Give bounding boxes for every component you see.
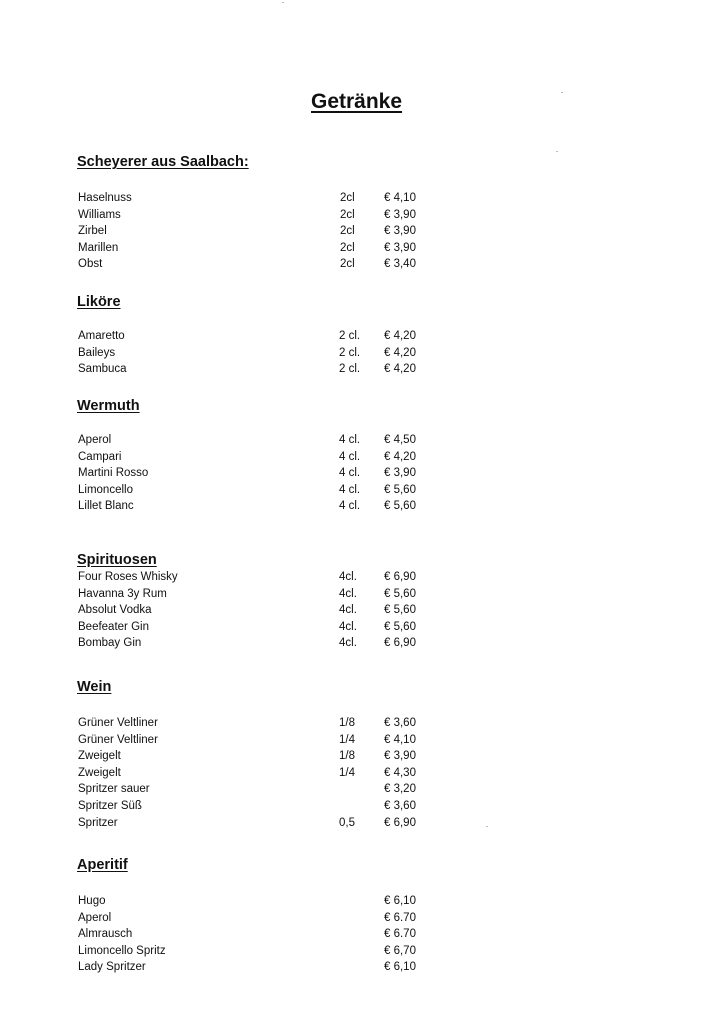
- item-name: Grüner Veltliner: [78, 733, 158, 746]
- item-size: 4cl.: [339, 604, 357, 617]
- item-price: € 5,60: [384, 500, 416, 513]
- item-size: 1/4: [339, 733, 355, 746]
- section-heading: Scheyerer aus Saalbach:: [77, 154, 249, 170]
- item-price: € 3,90: [384, 750, 416, 763]
- scan-speck: [282, 2, 284, 3]
- item-size: 2 cl.: [339, 363, 361, 376]
- item-price: € 6,70: [384, 944, 416, 957]
- item-name: Spritzer Süß: [78, 799, 142, 812]
- item-price: € 3,20: [384, 783, 416, 796]
- item-price: € 4,10: [384, 733, 416, 746]
- item-size: 4cl.: [339, 571, 357, 583]
- item-name: Marillen: [78, 241, 119, 254]
- item-price: € 3,90: [384, 467, 416, 480]
- item-price: € 4,20: [384, 450, 416, 463]
- item-name: Havanna 3y Rum: [78, 587, 167, 600]
- item-price: € 6,10: [384, 961, 416, 974]
- item-name: Grüner Veltliner: [78, 717, 158, 729]
- item-price: € 4,10: [384, 192, 416, 204]
- scan-speck: [561, 92, 563, 93]
- item-price: € 6,10: [384, 895, 416, 907]
- item-name: Almrausch: [78, 928, 133, 941]
- item-price: € 6,90: [384, 816, 416, 829]
- section-aperitif: [77, 857, 477, 974]
- item-size: 2 cl.: [339, 330, 361, 342]
- item-name: Lady Spritzer: [78, 961, 146, 974]
- item-price: € 3,40: [384, 258, 416, 271]
- item-name: Amaretto: [78, 330, 125, 342]
- item-name: Limoncello: [78, 483, 133, 496]
- scan-speck: [486, 826, 488, 827]
- section-heading: Wein: [77, 679, 112, 695]
- item-price: € 5,60: [384, 604, 416, 617]
- item-price: € 3,60: [384, 799, 416, 812]
- item-size: 4cl.: [339, 587, 357, 600]
- item-size: 2cl: [340, 258, 355, 271]
- item-size: 2cl: [340, 192, 355, 204]
- item-size: 4 cl.: [339, 500, 361, 513]
- section-heading: Liköre: [77, 294, 121, 310]
- item-size: 4 cl.: [339, 483, 361, 496]
- item-price: € 4,20: [384, 330, 416, 342]
- section-likoere: [77, 294, 477, 376]
- item-name: Aperol: [78, 434, 112, 446]
- item-name: Hugo: [78, 895, 106, 907]
- section-heading: Spirituosen: [77, 552, 157, 568]
- item-price: € 3,60: [384, 717, 416, 729]
- item-price: € 4,20: [384, 346, 416, 359]
- section-heading: Wermuth: [77, 398, 140, 414]
- item-name: Bombay Gin: [78, 637, 142, 650]
- item-size: 2cl: [340, 241, 355, 254]
- item-size: 4 cl.: [339, 467, 361, 480]
- item-name: Lillet Blanc: [78, 500, 134, 513]
- item-size: 4 cl.: [339, 450, 361, 463]
- item-size: 4cl.: [339, 620, 357, 633]
- item-price: € 4,20: [384, 363, 416, 376]
- section-spirituosen: [77, 552, 477, 650]
- item-size: 2 cl.: [339, 346, 361, 359]
- item-name: Limoncello Spritz: [78, 944, 166, 957]
- item-price: € 5,60: [384, 483, 416, 496]
- item-name: Aperol: [78, 911, 112, 924]
- item-name: Campari: [78, 450, 122, 463]
- item-name: Obst: [78, 258, 103, 271]
- item-name: Beefeater Gin: [78, 620, 149, 633]
- item-size: 1/8: [339, 717, 355, 729]
- item-size: 1/4: [339, 766, 355, 779]
- scan-speck: [556, 151, 558, 152]
- item-size: 4cl.: [339, 637, 357, 650]
- item-size: 2cl: [340, 208, 355, 221]
- item-price: € 6.70: [384, 911, 416, 924]
- item-price: € 3,90: [384, 225, 416, 238]
- page-title: Getränke: [311, 90, 403, 113]
- item-price: € 3,90: [384, 241, 416, 254]
- section-scheyerer: [77, 154, 477, 271]
- item-name: Williams: [78, 208, 121, 221]
- item-name: Baileys: [78, 346, 116, 359]
- item-price: € 3,90: [384, 208, 416, 221]
- item-name: Zweigelt: [78, 766, 121, 779]
- item-name: Martini Rosso: [78, 467, 149, 480]
- item-name: Zweigelt: [78, 750, 121, 763]
- item-name: Spritzer: [78, 816, 118, 829]
- item-price: € 6,90: [384, 637, 416, 650]
- item-price: € 5,60: [384, 587, 416, 600]
- item-name: Sambuca: [78, 363, 127, 376]
- item-name: Spritzer sauer: [78, 783, 150, 796]
- item-price: € 5,60: [384, 620, 416, 633]
- item-name: Haselnuss: [78, 192, 132, 204]
- section-wermuth: [77, 398, 477, 513]
- item-size: 2cl: [340, 225, 355, 238]
- item-name: Absolut Vodka: [78, 604, 152, 617]
- item-name: Four Roses Whisky: [78, 571, 178, 583]
- item-size: 4 cl.: [339, 434, 361, 446]
- section-heading: Aperitif: [77, 857, 128, 873]
- section-wein: [77, 679, 477, 829]
- item-name: Zirbel: [78, 225, 107, 238]
- item-price: € 6.70: [384, 928, 416, 941]
- item-size: 1/8: [339, 750, 355, 763]
- item-size: 0,5: [339, 816, 355, 829]
- item-price: € 4,30: [384, 766, 416, 779]
- item-price: € 4,50: [384, 434, 416, 446]
- item-price: € 6,90: [384, 571, 416, 583]
